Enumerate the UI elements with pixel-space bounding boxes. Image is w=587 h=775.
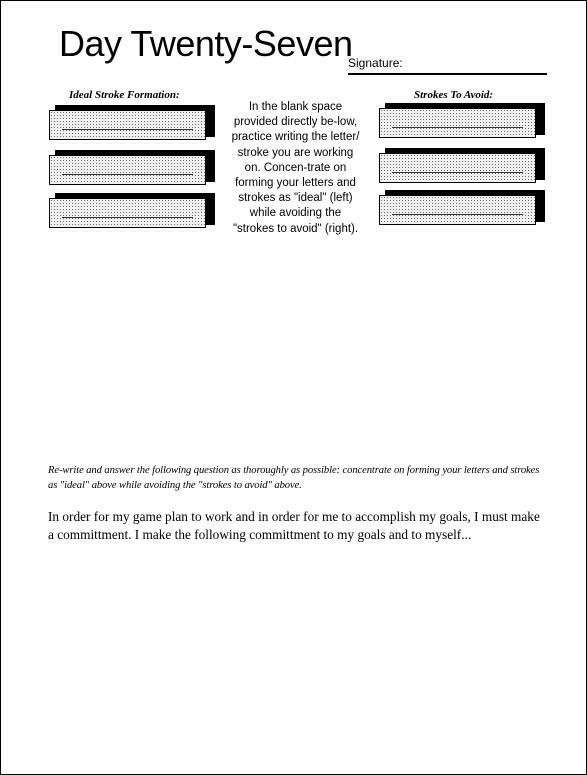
practice-instructions: In the blank space provided directly be-low, practice writing the letter/ stroke you are working on. Concen-trate on forming your letters and strokes as "ideal" (left) while avoiding the "strokes to avoid" (right). — [231, 101, 360, 235]
avoid-stroke-field[interactable] — [379, 108, 536, 138]
writing-line — [62, 129, 193, 130]
ideal-stroke-box — [49, 193, 215, 231]
signature-line[interactable] — [348, 73, 547, 75]
avoid-stroke-box — [379, 190, 545, 228]
ideal-stroke-box — [49, 105, 215, 143]
writing-line — [392, 127, 523, 128]
avoid-stroke-field[interactable] — [379, 195, 536, 225]
avoid-stroke-box — [379, 103, 545, 141]
page-title: Day Twenty-Seven — [59, 23, 353, 64]
avoid-stroke-box — [379, 148, 545, 186]
avoid-stroke-field[interactable] — [379, 153, 536, 183]
question-prompt: Re-write and answer the following question as thoroughly as possible: concentrate on forming your letters and strokes as "ideal" above while avoiding the "strokes to avoid" above. — [48, 465, 540, 491]
ideal-stroke-box — [49, 150, 215, 188]
strokes-to-avoid-heading: Strokes To Avoid: — [414, 89, 494, 101]
writing-line — [62, 217, 193, 218]
ideal-stroke-heading: Ideal Stroke Formation: — [69, 89, 180, 101]
ideal-stroke-field[interactable] — [49, 155, 206, 185]
writing-line — [392, 214, 523, 215]
signature-label: Signature: — [348, 56, 403, 70]
writing-line — [62, 174, 193, 175]
ideal-stroke-field[interactable] — [49, 110, 206, 140]
writing-line — [392, 172, 523, 173]
question-text: In order for my game plan to work and in order for me to accomplish my goals, I must make a committment. I make the following committment to my goals and to myself... — [48, 509, 540, 542]
ideal-stroke-field[interactable] — [49, 198, 206, 228]
